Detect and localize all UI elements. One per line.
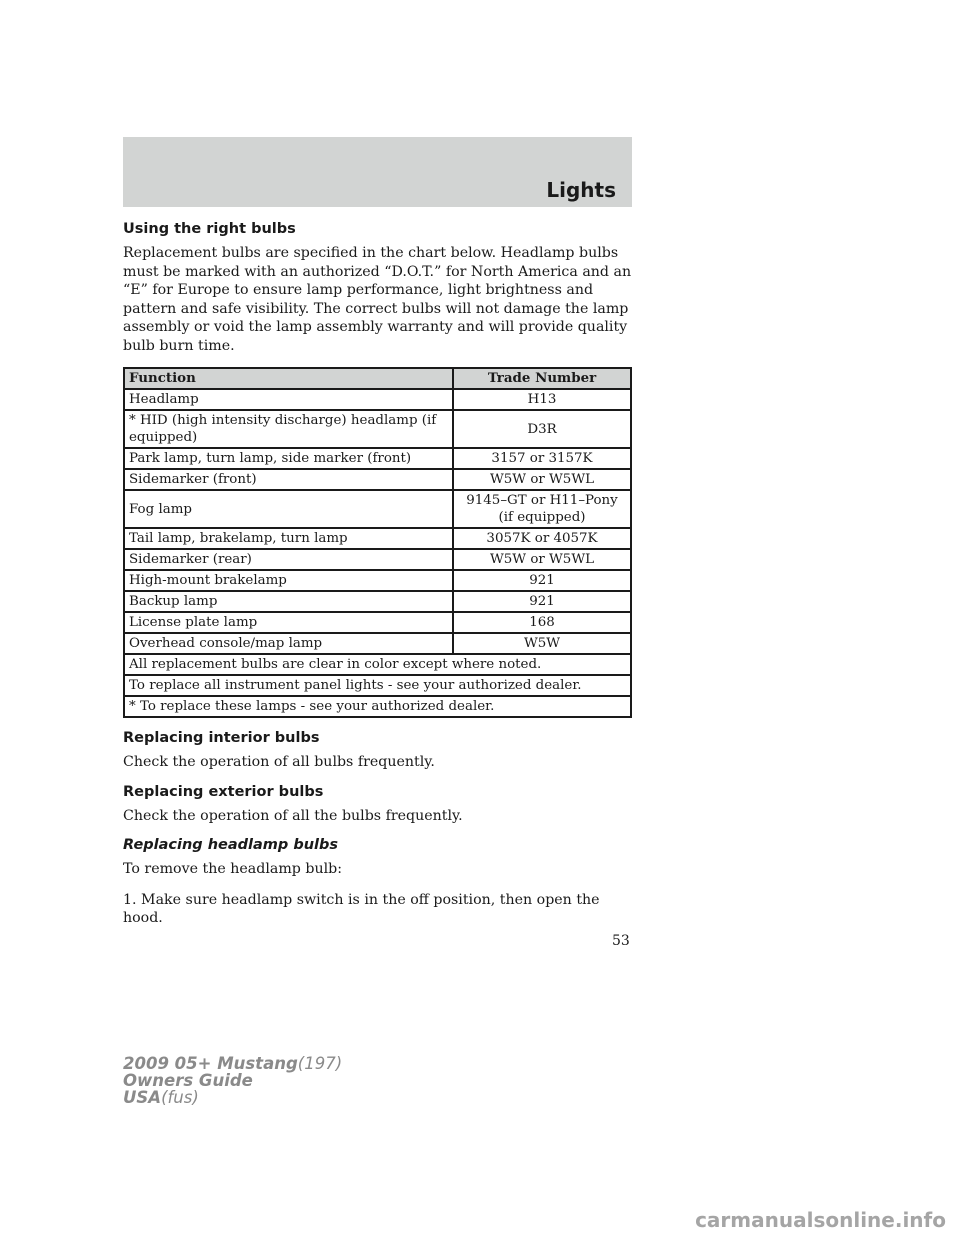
table-header-row — [124, 368, 631, 389]
using-right-bulbs-heading: Using the right bulbs — [123, 221, 296, 237]
trade-number-cell: W5W or W5WL — [453, 469, 631, 490]
headlamp-intro-text: To remove the headlamp bulb: — [123, 861, 342, 877]
table-note-row — [124, 654, 631, 675]
table-row — [124, 469, 631, 490]
function-cell: High-mount brakelamp — [124, 570, 453, 591]
function-cell: Park lamp, turn lamp, side marker (front) — [124, 448, 453, 469]
header-function: Function — [124, 368, 453, 389]
interior-bulbs-heading: Replacing interior bulbs — [123, 730, 320, 746]
table-row — [124, 612, 631, 633]
footer-model-code: (197) — [297, 1054, 343, 1073]
headlamp-bulbs-heading: Replacing headlamp bulbs — [123, 837, 339, 853]
function-cell: Headlamp — [124, 389, 453, 410]
function-cell: * HID (high intensity discharge) headlamp (if equipped) — [124, 410, 453, 448]
trade-number-cell: 921 — [453, 591, 631, 612]
watermark-text: carmanualsonline.info — [695, 1208, 946, 1232]
footer-document-info — [123, 1055, 342, 1106]
footer-guide: Owners Guide — [123, 1071, 253, 1090]
trade-number-cell: 921 — [453, 570, 631, 591]
table-note-row — [124, 696, 631, 717]
function-cell: License plate lamp — [124, 612, 453, 633]
table-row — [124, 528, 631, 549]
trade-number-cell: 168 — [453, 612, 631, 633]
trade-number-cell: 3057K or 4057K — [453, 528, 631, 549]
table-row — [124, 591, 631, 612]
function-cell: Backup lamp — [124, 591, 453, 612]
table-row — [124, 490, 631, 528]
footer-line-2 — [123, 1072, 342, 1089]
trade-number-cell: W5W — [453, 633, 631, 654]
page-content — [123, 221, 632, 940]
header-trade-number: Trade Number — [453, 368, 631, 389]
headlamp-step-1: 1. Make sure headlamp switch is in the off position, then open the hood. — [123, 891, 600, 926]
table-row — [124, 448, 631, 469]
trade-number-cell: H13 — [453, 389, 631, 410]
table-row — [124, 570, 631, 591]
function-cell: Fog lamp — [124, 490, 453, 528]
table-row — [124, 410, 631, 448]
function-cell: Sidemarker (front) — [124, 469, 453, 490]
footer-market: USA — [123, 1088, 162, 1107]
footer-line-1 — [123, 1055, 342, 1072]
exterior-bulbs-text: Check the operation of all the bulbs frequently. — [123, 807, 463, 824]
footer-market-code: (fus) — [161, 1088, 199, 1107]
function-cell: Sidemarker (rear) — [124, 549, 453, 570]
bulb-table — [123, 367, 632, 718]
table-row — [124, 549, 631, 570]
trade-number-cell: W5W or W5WL — [453, 549, 631, 570]
table-note: All replacement bulbs are clear in color except where noted. — [124, 654, 631, 675]
footer-line-3 — [123, 1089, 342, 1106]
function-cell: Tail lamp, brakelamp, turn lamp — [124, 528, 453, 549]
table-note-row — [124, 675, 631, 696]
function-cell: Overhead console/map lamp — [124, 633, 453, 654]
trade-number-cell: D3R — [453, 410, 631, 448]
footer-model: 2009 05+ Mustang — [123, 1054, 298, 1073]
section-header-band — [123, 137, 632, 207]
exterior-bulbs-heading: Replacing exterior bulbs — [123, 783, 324, 800]
section-title: Lights — [546, 178, 616, 202]
using-right-bulbs-text: Replacement bulbs are specified in the chart below. Headlamp bulbs must be marked with an authorized “D.O.T.” for North America and an “E” for Europe to ensure lamp performance, light brightness and pattern and safe visibility. The correct bulbs will not damage the lamp assembly or void the lamp assembly warranty and will provide quality bulb burn time. — [123, 245, 632, 354]
trade-number-cell: 3157 or 3157K — [453, 448, 631, 469]
interior-bulbs-text: Check the operation of all bulbs frequently. — [123, 754, 435, 770]
table-note: * To replace these lamps - see your authorized dealer. — [124, 696, 631, 717]
trade-number-cell: 9145–GT or H11–Pony (if equipped) — [453, 490, 631, 528]
page-number: 53 — [612, 933, 630, 949]
table-row — [124, 389, 631, 410]
table-note: To replace all instrument panel lights - see your authorized dealer. — [124, 675, 631, 696]
table-row — [124, 633, 631, 654]
